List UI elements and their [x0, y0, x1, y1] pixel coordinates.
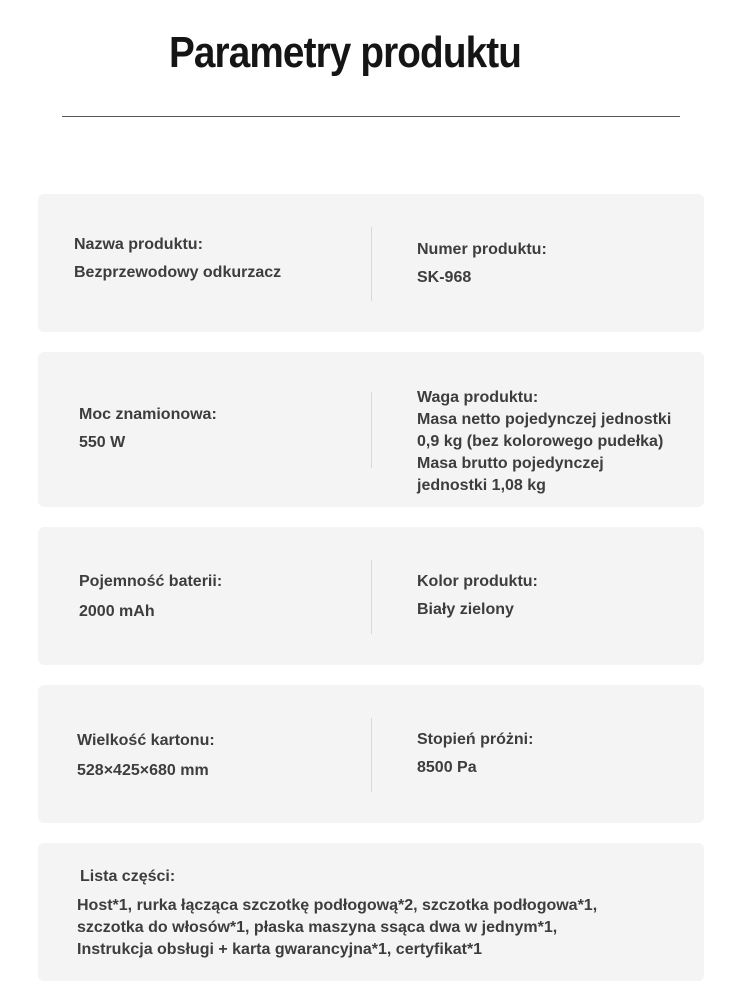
- spec-value: 2000 mAh: [79, 603, 155, 620]
- page-title: Parametry produktu: [168, 28, 522, 77]
- spec-battery-capacity: [79, 571, 222, 623]
- spec-label: Wielkość kartonu:: [77, 732, 215, 749]
- spec-value-line: 0,9 kg (bez kolorowego pudełka): [417, 433, 664, 450]
- spec-card-carton-vacuum: [38, 685, 704, 823]
- spec-value-line: jednostki 1,08 kg: [417, 477, 546, 494]
- spec-value: Biały zielony: [417, 601, 514, 618]
- spec-label: Kolor produktu:: [417, 573, 538, 590]
- column-divider: [371, 718, 372, 792]
- parts-line: Instrukcja obsługi + karta gwarancyjna*1, certyfikat*1: [77, 941, 483, 958]
- spec-card-name-number: [38, 194, 704, 332]
- spec-product-number: [417, 239, 547, 289]
- spec-label: Nazwa produktu:: [74, 236, 203, 253]
- spec-value-line: Masa brutto pojedynczej: [417, 455, 604, 472]
- column-divider: [371, 227, 372, 301]
- parts-line: Host*1, rurka łącząca szczotkę podłogową*2, szczotka podłogowa*1,: [77, 897, 598, 914]
- spec-value: 550 W: [79, 434, 126, 451]
- spec-carton-size: [77, 730, 215, 782]
- spec-label: Numer produktu:: [417, 241, 547, 258]
- spec-card-battery-color: [38, 527, 704, 665]
- spec-label: Pojemność baterii:: [79, 573, 223, 590]
- spec-value: Bezprzewodowy odkurzacz: [74, 264, 282, 281]
- spec-rated-power: [79, 404, 217, 454]
- spec-value: 528×425×680 mm: [77, 762, 209, 779]
- column-divider: [371, 560, 372, 634]
- spec-vacuum-degree: [417, 729, 533, 779]
- spec-value: 8500 Pa: [417, 759, 477, 776]
- spec-value-line: Masa netto pojedynczej jednostki: [417, 411, 672, 428]
- spec-card-power-weight: [38, 352, 704, 507]
- title-divider: [62, 116, 680, 117]
- spec-product-weight: [417, 387, 671, 497]
- spec-parts-list: [77, 866, 687, 961]
- spec-label: Stopień próżni:: [417, 731, 534, 748]
- spec-card-parts-list: [38, 843, 704, 981]
- spec-product-name: [74, 234, 281, 284]
- spec-label: Moc znamionowa:: [79, 406, 217, 423]
- spec-value: SK-968: [417, 269, 472, 286]
- spec-product-color: [417, 571, 538, 621]
- parts-line: szczotka do włosów*1, płaska maszyna ssąca dwa w jednym*1,: [77, 919, 558, 936]
- spec-label: Waga produktu:: [417, 389, 539, 406]
- column-divider: [371, 392, 372, 468]
- spec-label: Lista części:: [80, 868, 176, 885]
